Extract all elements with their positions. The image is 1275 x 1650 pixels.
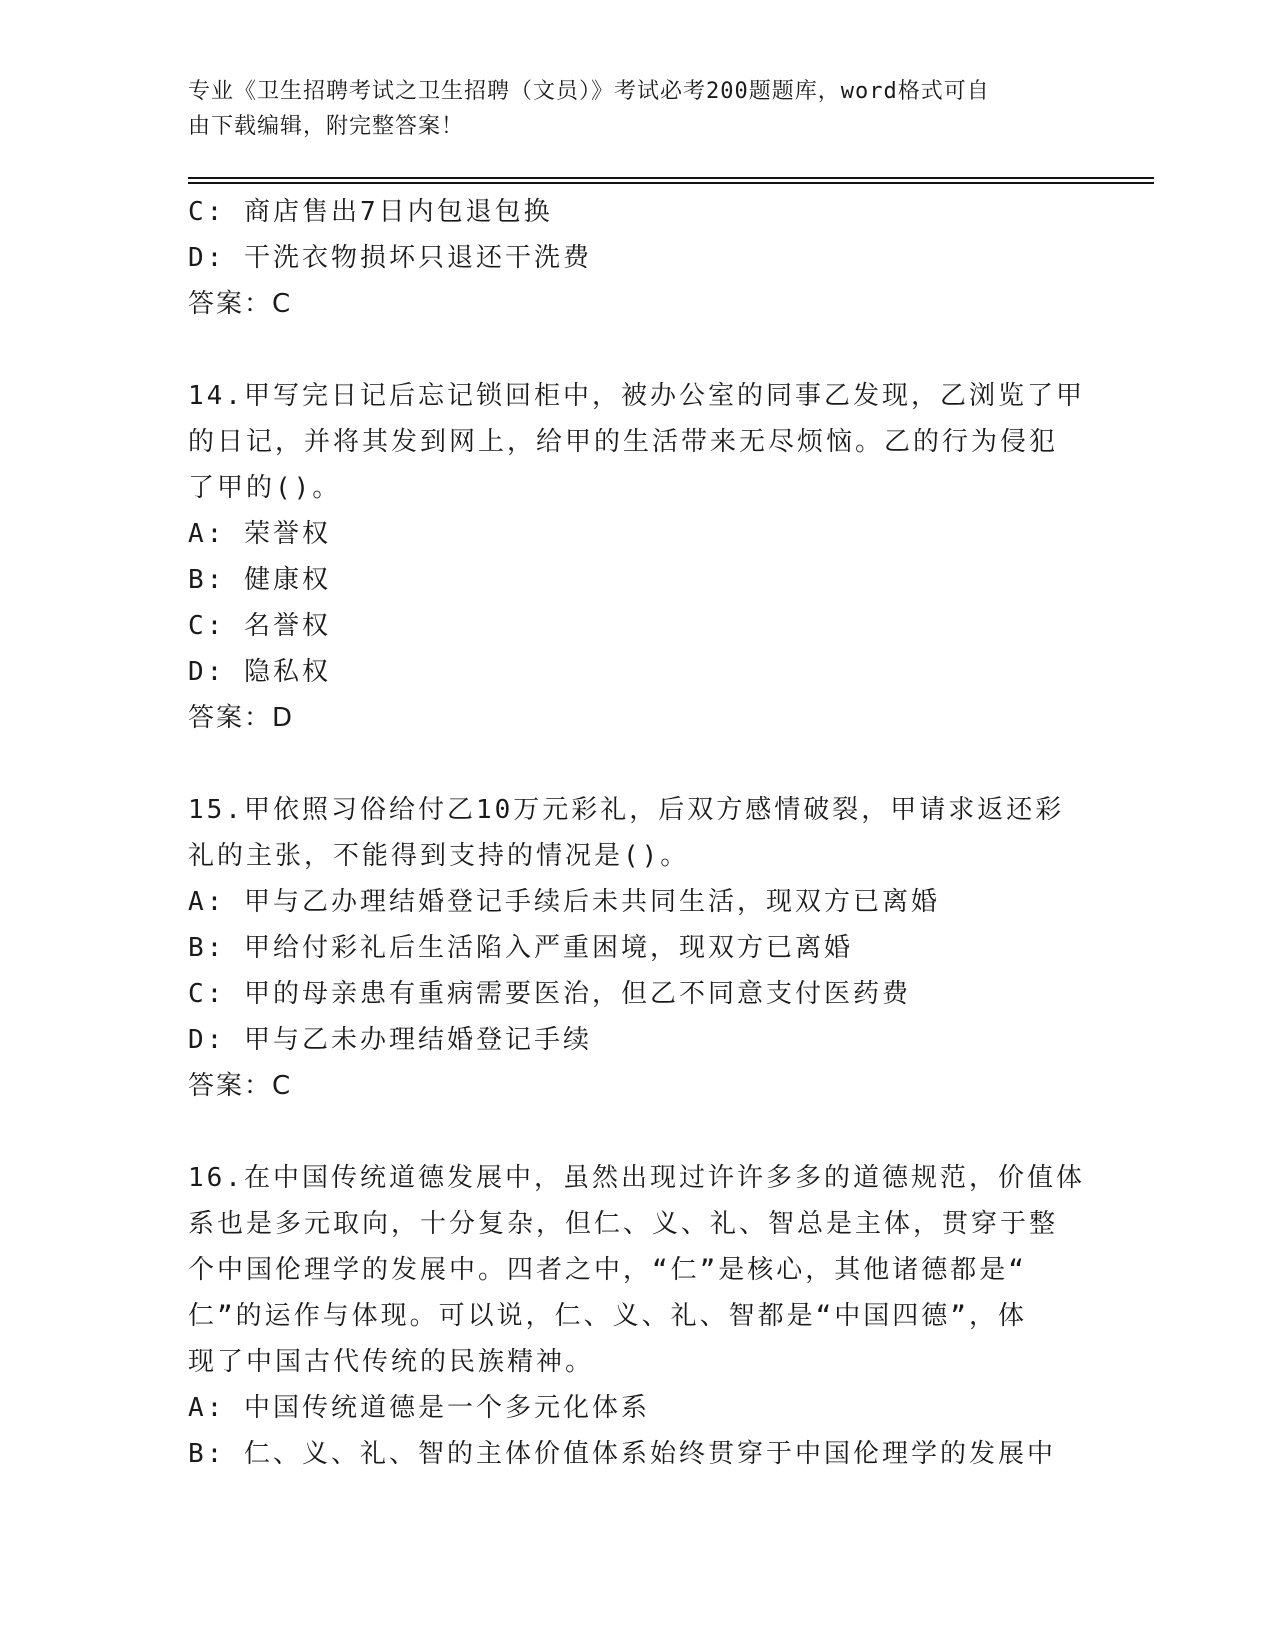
q15-answer: 答案：C [188,1071,293,1101]
header-divider-top [188,177,1154,179]
q16-option-a: A: 中国传统道德是一个多元化体系 [188,1393,650,1423]
q16-stem [188,1155,1085,1385]
q16-stem-line: 仁”的运作与体现。可以说，仁、义、礼、智都是“中国四德”，体 [188,1301,1027,1331]
header-line-2: 由下载编辑，附完整答案！ [188,114,465,139]
q14-option-b: B: 健康权 [188,565,331,595]
q14-option-c: C: 名誉权 [188,611,331,641]
q16-stem-line: 系也是多元取向，十分复杂，但仁、义、礼、智总是主体，贯穿于整 [188,1209,1059,1239]
question-13 [188,189,1068,327]
q15-option-c: C: 甲的母亲患有重病需要医治，但乙不同意支付医药费 [188,979,911,1009]
question-content [188,189,1085,1477]
q14-option-a: A: 荣誉权 [188,519,331,549]
q16-stem-line: 现了中国古代传统的民族精神。 [188,1347,595,1377]
q14-answer: 答案：D [188,703,295,733]
spacer [188,741,1068,787]
header-line-1: 专业《卫生招聘考试之卫生招聘（文员）》考试必考200题题库，word格式可自 [188,79,990,104]
q14-option-d: D: 隐私权 [188,657,331,687]
question-15 [188,787,1068,1109]
q16-option-b: B: 仁、义、礼、智的主体价值体系始终贯穿于中国伦理学的发展中 [188,1439,1056,1469]
q15-option-d: D: 甲与乙未办理结婚登记手续 [188,1025,592,1055]
q15-stem [188,787,1068,879]
q15-option-b: B: 甲给付彩礼后生活陷入严重困境，现双方已离婚 [188,933,853,963]
q14-stem-line: 14.甲写完日记后忘记锁回柜中，被办公室的同事乙发现，乙浏览了甲 [188,381,1085,411]
spacer [188,1109,1068,1155]
q14-stem-line: 的日记，并将其发到网上，给甲的生活带来无尽烦恼。乙的行为侵犯 [188,427,1059,457]
q14-stem-line: 了甲的()。 [188,473,342,503]
q16-stem-line: 个中国伦理学的发展中。四者之中，“仁”是核心，其他诸德都是“ [188,1255,1027,1285]
q15-option-a: A: 甲与乙办理结婚登记手续后未共同生活，现双方已离婚 [188,887,940,917]
document-header [188,74,1068,144]
question-14 [188,373,1085,741]
q13-option-d: D: 干洗衣物损坏只退还干洗费 [188,243,592,273]
question-16 [188,1155,1085,1477]
q15-stem-line: 礼的主张，不能得到支持的情况是()。 [188,841,690,871]
q13-option-c: C: 商店售出7日内包退包换 [188,197,553,227]
q15-stem-line: 15.甲依照习俗给付乙10万元彩礼，后双方感情破裂，甲请求返还彩 [188,795,1065,825]
q13-answer: 答案：C [188,289,293,319]
header-divider-bottom [188,182,1154,184]
q16-stem-line: 16.在中国传统道德发展中，虽然出现过许许多多的道德规范，价值体 [188,1163,1085,1193]
spacer [188,327,1068,373]
q14-stem [188,373,1085,511]
